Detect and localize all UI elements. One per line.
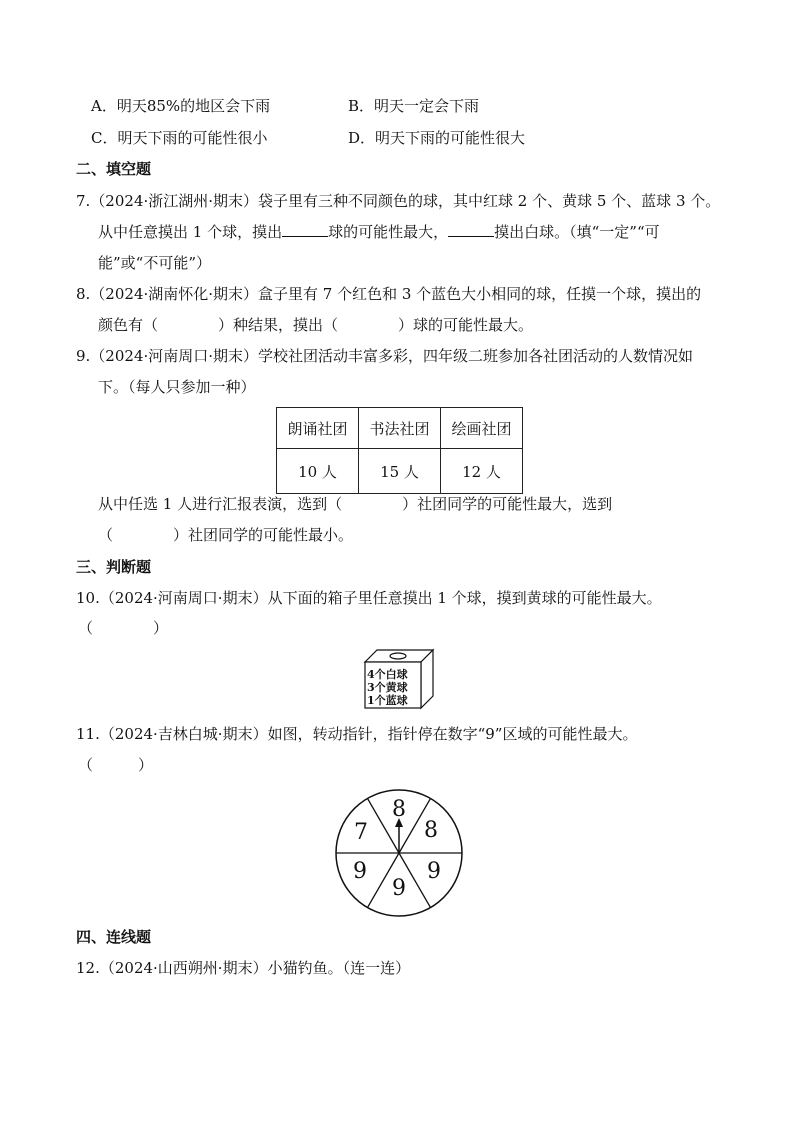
- spinner-number: 8: [424, 818, 438, 843]
- q12-line1: 12.（2024·山西朔州·期末）小猫钓鱼。（连一连）: [76, 959, 411, 977]
- spinner-figure: [333, 787, 465, 919]
- table-cell: 15 人: [359, 449, 441, 494]
- q7-line2-part2: 球的可能性最大，: [328, 223, 449, 241]
- spinner-number: 8: [392, 797, 406, 822]
- option-a: A．明天85%的地区会下雨: [91, 97, 271, 115]
- table-cell: 12 人: [441, 449, 523, 494]
- q7-blank-1[interactable]: [282, 222, 328, 237]
- box-label-white: 4个白球: [367, 668, 408, 681]
- q8-line1: 8.（2024·湖南怀化·期末）盒子里有 7 个红色和 3 个蓝色大小相同的球，任摸一个球，摸出的: [76, 285, 702, 303]
- q7-blank-2[interactable]: [448, 222, 494, 237]
- q7-line2: [98, 222, 660, 242]
- q7-line1: 7.（2024·浙江湖州·期末）袋子里有三种不同颜色的球，其中红球 2 个、黄球 5 个、蓝球 3 个。: [76, 192, 721, 210]
- option-b: B．明天一定会下雨: [348, 97, 480, 115]
- table-cell: 10 人: [277, 449, 359, 494]
- table-header-cell: 朗诵社团: [277, 408, 359, 449]
- q11-answer-blank[interactable]: （ ）: [78, 756, 154, 774]
- box-label-blue: 1个蓝球: [367, 694, 408, 707]
- table-row: [277, 449, 523, 494]
- table-header-cell: 书法社团: [359, 408, 441, 449]
- option-d: D．明天下雨的可能性很大: [348, 129, 526, 147]
- table-header-cell: 绘画社团: [441, 408, 523, 449]
- q11-line1: 11.（2024·吉林白城·期末）如图，转动指针，指针停在数字“9”区域的可能性最大。: [76, 725, 638, 743]
- q8-line2: 颜色有（ ）种结果，摸出（ ）球的可能性最大。: [98, 316, 534, 334]
- q7-line3: 能”或“不可能”）: [98, 254, 212, 272]
- q9-line1: 9.（2024·河南周口·期末）学校社团活动丰富多彩，四年级二班参加各社团活动的人数情况如: [76, 347, 694, 365]
- section-heading-matching: 四、连线题: [76, 928, 152, 946]
- table-header-row: [277, 408, 523, 449]
- q10-answer-blank[interactable]: （ ）: [78, 619, 169, 637]
- q9-line4: （ ）社团同学的可能性最小。: [98, 526, 354, 544]
- q9-line2: 下。（每人只参加一种）: [98, 378, 256, 396]
- q9-line3: 从中任选 1 人进行汇报表演，选到（ ）社团同学的可能性最大，选到: [98, 495, 613, 513]
- section-heading-judgement: 三、判断题: [76, 558, 152, 576]
- section-heading-fill-blank: 二、填空题: [76, 160, 152, 178]
- q7-line2-part3: 摸出白球。（填“一定”“可: [494, 223, 660, 241]
- club-table: [276, 407, 523, 494]
- q7-line2-part1: 从中任意摸出 1 个球，摸出: [98, 223, 283, 241]
- spinner-number: 9: [392, 876, 406, 901]
- q10-line1: 10.（2024·河南周口·期末）从下面的箱子里任意摸出 1 个球，摸到黄球的可能性最大。: [76, 589, 662, 607]
- ball-box-figure: [363, 648, 435, 710]
- spinner-number: 9: [427, 859, 441, 884]
- box-label-yellow: 3个黄球: [367, 681, 408, 694]
- option-c: C．明天下雨的可能性很小: [91, 129, 268, 147]
- spinner-number: 7: [354, 820, 368, 845]
- spinner-number: 9: [353, 859, 367, 884]
